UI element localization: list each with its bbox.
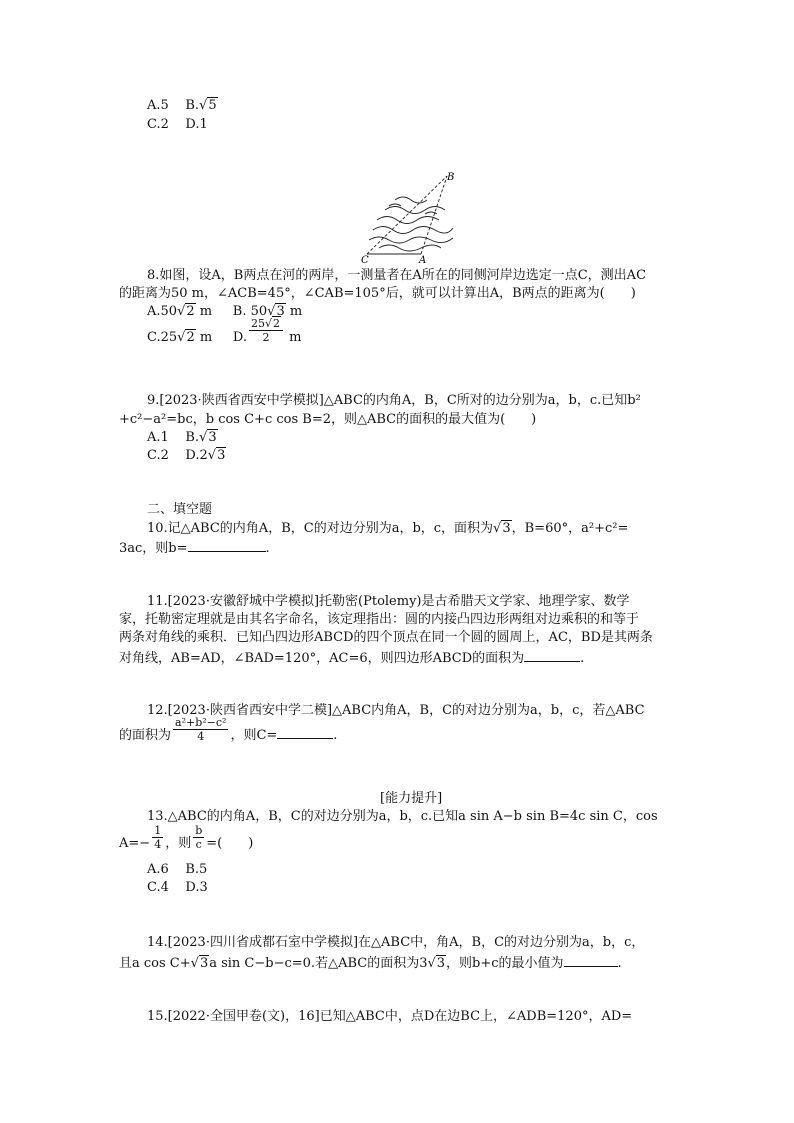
q8-line1: 8.如图，设A，B两点在河的两岸，一测量者在A所在的同侧河岸边选定一点C，测出AC: [147, 268, 647, 283]
q8-option-d: D. $\frac{25√2}{2}$ m: [232, 317, 302, 345]
q13-line2: A=− $\frac{1}{4}$ ，则 $\frac{b}{c}$ =( ): [119, 824, 254, 851]
q13-options-row1: [147, 862, 207, 878]
q11-line2: 家，托勒密定理就是由其名字命名，该定理指出：圆的内接凸四边形两组对边乘积的和等于: [119, 612, 640, 627]
q12-fraction: $\frac{\text{a²+b²−c²}}{4}$: [175, 716, 227, 743]
q11-answer-blank[interactable]: [524, 649, 580, 662]
q11-line1: 11.[2023·安徽舒城中学模拟]托勒密(Ptolemy)是古希腊天文学家、地理学家、数学: [147, 594, 630, 609]
q13-option-d: D.3: [185, 880, 208, 895]
q9-options-row2: [147, 448, 226, 464]
q15-line1: 15.[2022·全国甲卷(文)，16]已知△ABC中，点D在边BC上，∠ADB=120°，AD=: [147, 1009, 633, 1024]
q11-line4: 对角线，AB=AD，∠BAD=120°，AC=6，则四边形ABCD的面积为 .: [119, 651, 585, 666]
q8-option-b: B. 50√3 m: [232, 304, 303, 319]
figure-label-c: C: [361, 255, 369, 266]
q14-answer-blank[interactable]: [564, 954, 618, 967]
figure-label-b: B: [447, 172, 455, 183]
q9-options-row1: [147, 430, 218, 446]
q13-options-row2: [147, 880, 208, 896]
q7-option-d: D.1: [185, 117, 208, 132]
q12-line2: 的面积为 $\frac{\text{a²+b²−c²}}{4}$ ，则C= .: [119, 716, 338, 743]
q13-option-a: A.6: [147, 862, 169, 877]
q10-line2: 3ac，则b= .: [119, 541, 270, 556]
q14-line1: 14.[2023·四川省成都石室中学模拟]在△ABC中，角A，B，C的对边分别为a，b，c，: [147, 935, 645, 950]
q12-answer-blank[interactable]: [277, 726, 333, 739]
q8-line2: 的距离为50 m，∠ACB=45°，∠CAB=105°后，就可以计算出A，B两点的距离为( ): [119, 286, 636, 301]
q7-option-b: B.√5: [185, 98, 217, 113]
ability-heading: [能力提升]: [380, 791, 443, 806]
q7-options-row2: [147, 117, 208, 133]
q9-option-c: C.2: [147, 448, 169, 463]
q9-line2: +c²−a²=bc，b cos C+c cos B=2，则△ABC的面积的最大值为( ): [119, 412, 537, 427]
figure-label-a: A: [419, 255, 427, 266]
q13-line1: 13.△ABC的内角A，B，C的对边分别为a，b，c.已知a sin A−b sin B=4c sin C，cos: [147, 809, 658, 824]
q7-option-a: A.5: [147, 98, 169, 113]
q14-line2: 且a cos C+√3a sin C−b−c=0.若△ABC的面积为3√3，则b+c的最小值为 .: [119, 956, 622, 971]
river-figure: [355, 168, 465, 268]
q9-option-d: D.2√3: [185, 448, 226, 463]
q13-option-c: C.4: [147, 880, 169, 895]
q13-option-b: B.5: [185, 862, 208, 877]
q8-options-row2: [147, 317, 302, 346]
q8-option-a: A.50√2 m: [147, 304, 213, 319]
section-heading-fill-blank: 二、填空题: [147, 502, 213, 517]
q12-line1: 12.[2023·陕西省西安中学二模]△ABC内角A，B，C的对边分别为a，b，c，若△ABC: [147, 703, 645, 718]
q8-option-c: C.25√2 m: [147, 330, 213, 345]
q7-option-c: C.2: [147, 117, 169, 132]
q9-option-a: A.1: [147, 430, 169, 445]
q10-line1: 10.记△ABC的内角A，B，C的对边分别为a，b，c，面积为√3，B=60°，a²+c²=: [147, 521, 629, 536]
q9-option-b: B.√3: [185, 430, 217, 445]
q11-line3: 两条对角线的乘积．已知凸四边形ABCD的四个顶点在同一个圆的圆周上，AC，BD是其两条: [119, 630, 653, 645]
q10-answer-blank[interactable]: [188, 539, 266, 552]
q7-options-row1: [147, 98, 218, 114]
q9-line1: 9.[2023·陕西省西安中学模拟]△ABC的内角A，B，C所对的边分别为a，b，c.已知b²: [147, 393, 641, 408]
